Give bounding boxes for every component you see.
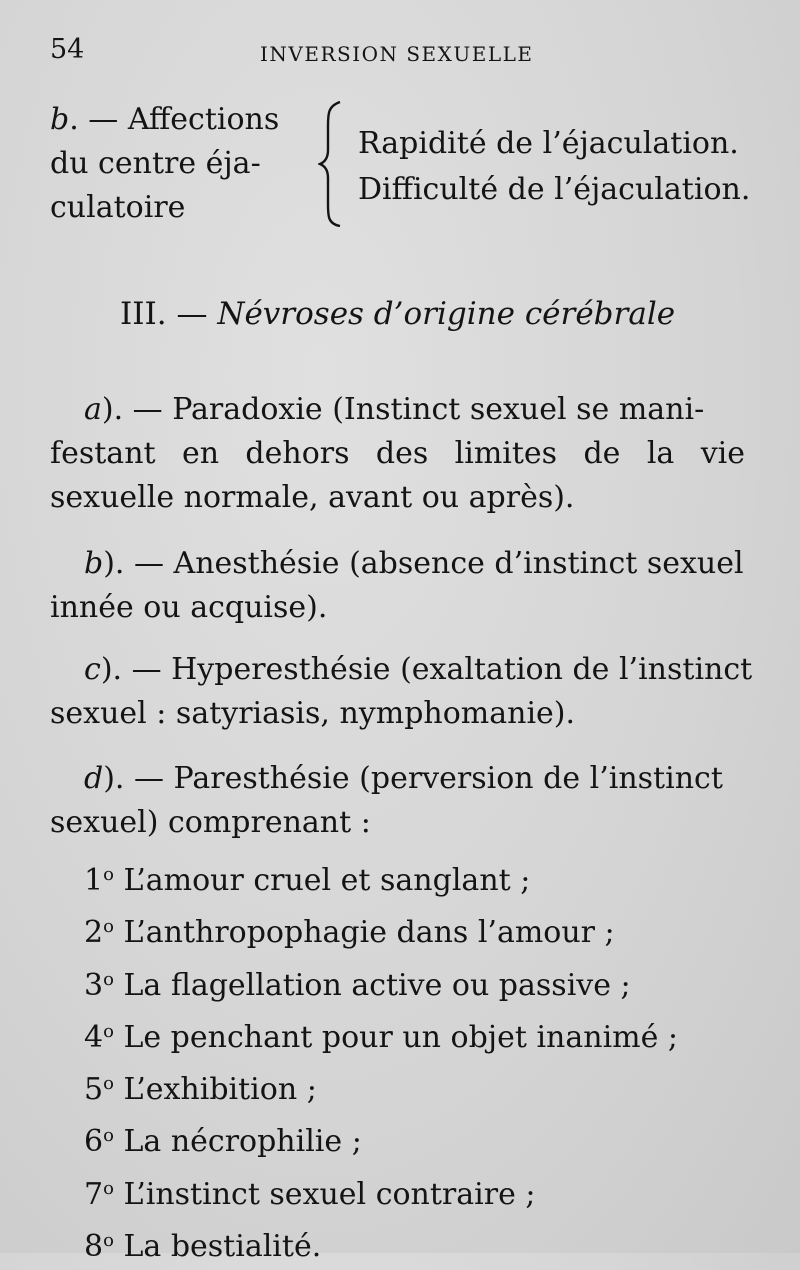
paragraph-line: sexuel) comprenant : bbox=[50, 805, 371, 840]
block-b-item: Difficulté de l’éjaculation. bbox=[358, 172, 751, 207]
paragraph-b bbox=[50, 542, 745, 630]
paragraph-c bbox=[50, 648, 753, 736]
block-b-heading-line: du centre éja- bbox=[50, 146, 261, 181]
paragraph-line: sexuel : satyriasis, nymphomanie). bbox=[50, 696, 576, 731]
list-item: 1$^o$ L’amour cruel et sanglant ; bbox=[84, 863, 531, 898]
block-b-heading-line: culatoire bbox=[50, 190, 186, 225]
paragraph-line: b). — Anesthésie (absence d’instinct sexuel bbox=[84, 546, 744, 581]
list-item: 5$^o$ L’exhibition ; bbox=[84, 1072, 317, 1108]
paragraph-line: innée ou acquise). bbox=[50, 590, 328, 625]
list-item: 7$^o$ L’instinct sexuel contraire ; bbox=[84, 1176, 536, 1212]
paragraph-line: a). — Paradoxie (Instinct sexuel se mani- bbox=[84, 392, 705, 427]
paragraph-line: festant en dehors des limites de la vie bbox=[50, 436, 745, 471]
page-number: 54 bbox=[50, 34, 85, 65]
paragraph-d bbox=[50, 757, 745, 845]
list-item: 6$^o$ La nécrophilie ; bbox=[84, 1124, 362, 1160]
running-title: INVERSION SEXUELLE bbox=[260, 42, 534, 66]
list-item: 2$^o$ L’anthropophagie dans l’amour ; bbox=[84, 915, 615, 951]
block-b-heading-line: b. — Affections bbox=[50, 102, 280, 137]
paragraph-marker: a bbox=[84, 392, 102, 427]
block-b-heading bbox=[50, 98, 320, 230]
block-b-items bbox=[358, 121, 750, 213]
paragraph-line: c). — Hyperesthésie (exaltation de l’instinct bbox=[84, 652, 753, 687]
paragraph-a bbox=[50, 388, 745, 520]
ejaculatory-center-block bbox=[50, 98, 770, 238]
block-b-marker: b bbox=[50, 102, 70, 137]
section-title bbox=[120, 296, 675, 332]
paragraph-line: sexuelle normale, avant ou après). bbox=[50, 480, 575, 515]
paragraph-line: d). — Paresthésie (perversion de l’instinct bbox=[84, 761, 723, 796]
paragraph-marker: b bbox=[84, 546, 104, 581]
paresthesia-list bbox=[84, 852, 678, 1270]
list-item: 4$^o$ Le penchant pour un objet inanimé ; bbox=[84, 1019, 679, 1055]
section-numeral: III. — bbox=[120, 296, 218, 332]
block-b-item: Rapidité de l’éjaculation. bbox=[358, 126, 739, 161]
paragraph-marker: c bbox=[84, 652, 101, 687]
paragraph-marker: d bbox=[84, 761, 104, 796]
list-item: 3$^o$ La flagellation active ou passive ; bbox=[84, 967, 631, 1003]
section-title-text: Névroses d’origine cérébrale bbox=[217, 296, 676, 332]
list-item: 8$^o$ La bestialité. bbox=[84, 1229, 322, 1265]
curly-brace-icon bbox=[318, 100, 348, 228]
page-header bbox=[50, 34, 750, 74]
